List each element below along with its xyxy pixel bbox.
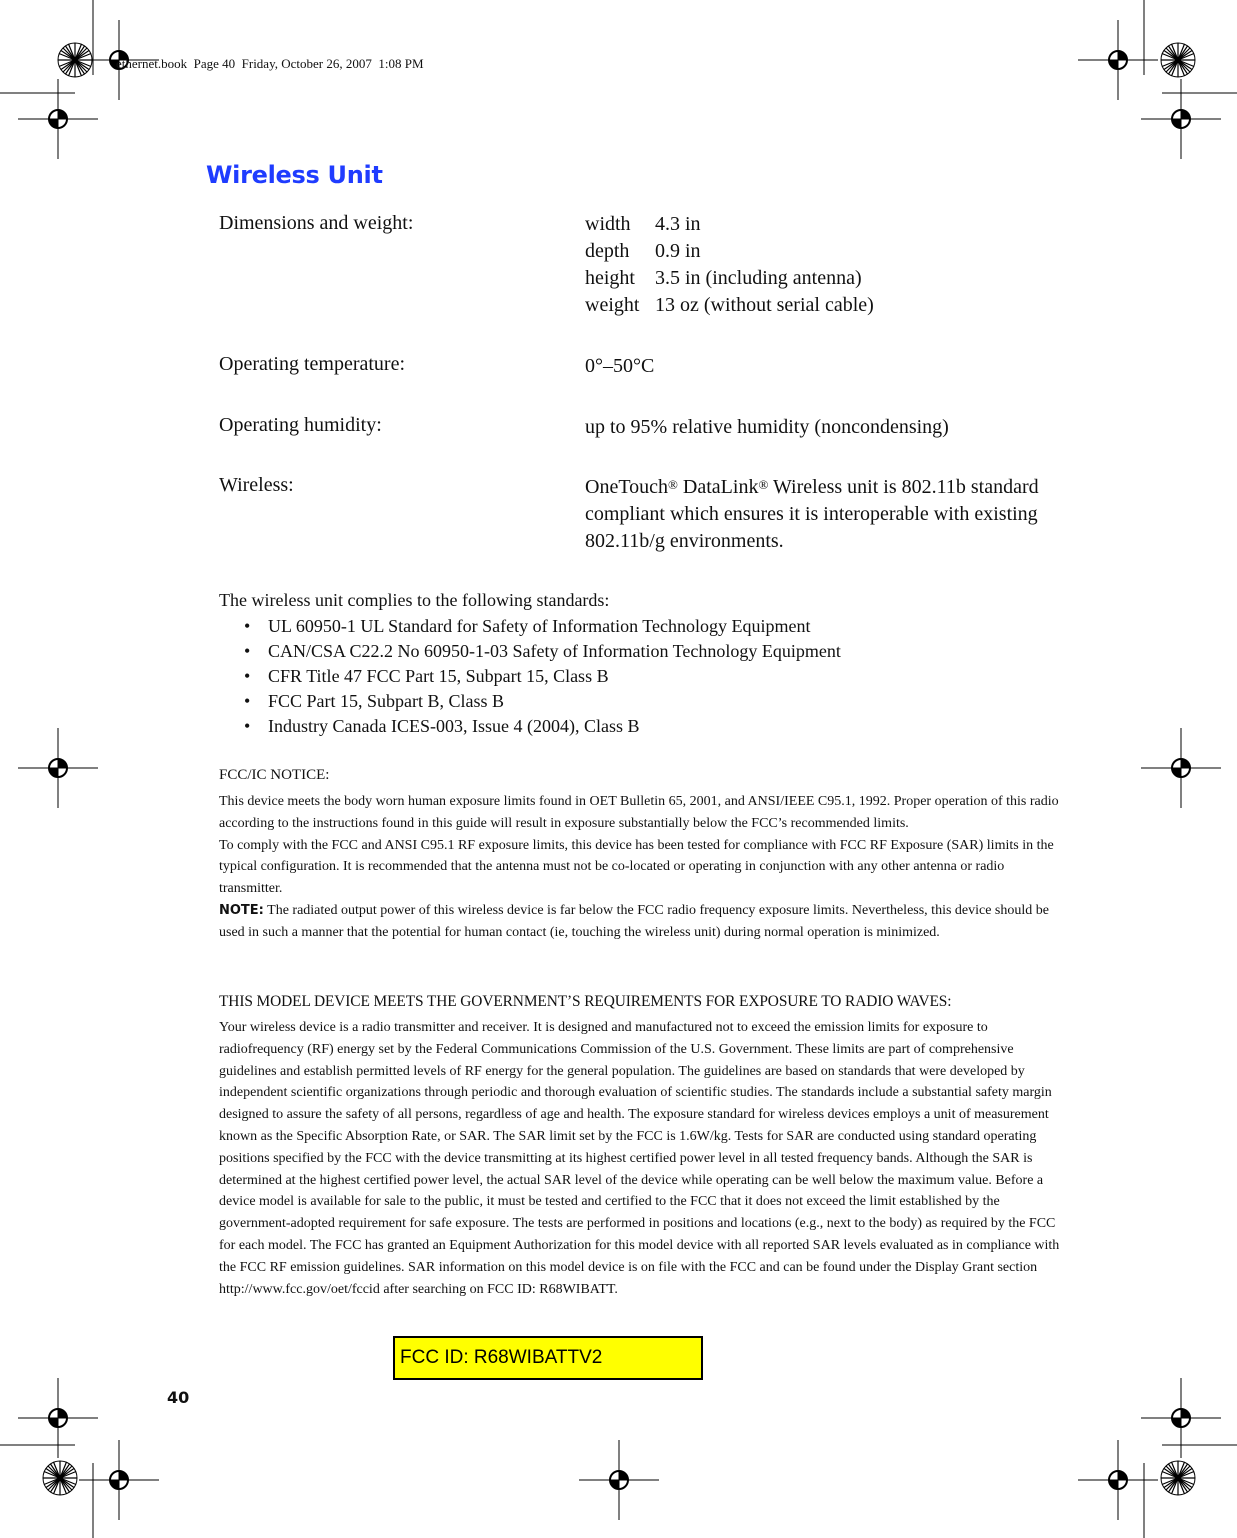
notice-para-1: This device meets the body worn human exposure limits found in OET Bulletin 65, 2001, and ANSI/IEEE C95.1, 1992. Proper operation of this radio according to the instructions found in this guide will result in exposure substantially below the FCC’s recommended limits. <box>219 794 1059 831</box>
list-item: • FCC Part 15, Subpart B, Class B <box>244 689 841 714</box>
list-item: • CAN/CSA C22.2 No 60950-1-03 Safety of Information Technology Equipment <box>244 639 841 664</box>
section-title: Wireless Unit <box>206 161 383 189</box>
notice-title: FCC/IC NOTICE: <box>219 767 330 783</box>
requirements-body: Your wireless device is a radio transmitter and receiver. It is designed and manufactured not to exceed the emission limits for exposure to radiofrequency (RF) energy set by the Federal Communications Commission of the U.S. Government. These limits are part of comprehensive guidelines and establish permitted levels of RF energy for the general population. The guidelines are based on standards that were developed by independent scientific organizations through periodic and thorough evaluation of scientific studies. The standards include a substantial safety margin designed to assure the safety of all persons, regardless of age and health. The exposure standard for wireless devices employs a unit of measurement known as the Specific Absorption Rate, or SAR. The SAR limit set by the FCC is 1.6W/kg. Tests for SAR are conducted using standard operating positions specified by the FCC with the device transmitting at its highest certified power level in all tested frequency bands. Although the SAR is determined at the highest certified power level, the actual SAR level of the device while operating can be well below the maximum value. Before a device model is available for sale to the public, it must be tested and certified to the FCC that it does not exceed the limit established by the government-adopted requirement for safe exposure. The tests are performed in positions and locations (e.g., next to the body) as required by the FCC for each model. The FCC has granted an Equipment Authorization for this model device with all reported SAR levels evaluated as in compliance with the FCC RF emission guidelines. SAR information on this model device is on file with the FCC and can be found under the Display Grant section http://www.fcc.gov/oet/fccid after searching on FCC ID: R68WIBATT. <box>219 1020 1060 1297</box>
list-item: • CFR Title 47 FCC Part 15, Subpart 15, Class B <box>244 664 841 689</box>
dim-row-width: width 4.3 in <box>585 213 701 235</box>
dim-row-depth: depth 0.9 in <box>585 240 701 262</box>
notice-body <box>219 791 1069 944</box>
temperature-value: 0°–50°C <box>585 355 655 377</box>
humidity-label: Operating humidity: <box>219 414 382 436</box>
dim-row-height: height 3.5 in (including antenna) <box>585 267 862 289</box>
note-label: NOTE: <box>219 902 264 918</box>
dimensions-values <box>585 211 874 319</box>
wireless-value: OneTouch® DataLink® Wireless unit is 802.11b standard compliant which ensures it is interoperable with existing 802.11b/g environments. <box>585 476 1039 552</box>
list-item: • Industry Canada ICES-003, Issue 4 (2004), Class B <box>244 714 841 739</box>
dimensions-label: Dimensions and weight: <box>219 212 414 234</box>
page-number: 40 <box>167 1388 190 1407</box>
wireless-label: Wireless: <box>219 474 294 496</box>
notice-note: NOTE: The radiated output power of this wireless device is far below the FCC radio frequency exposure limits. Nevertheless, this device should be used in such a manner that the potential for human contact (ie, touching the wireless unit) during normal operation is minimized. <box>219 902 1049 940</box>
requirements-title: THIS MODEL DEVICE MEETS THE GOVERNMENT’S REQUIREMENTS FOR EXPOSURE TO RADIO WAVES: <box>219 993 952 1010</box>
notice-para-2: To comply with the FCC and ANSI C95.1 RF exposure limits, this device has been tested for compliance with FCC RF Exposure (SAR) limits in the typical configuration. It is recommended that the antenna must not be co-located or operating in conjunction with any other antenna or radio transmitter. <box>219 837 1054 897</box>
temperature-label: Operating temperature: <box>219 353 406 375</box>
list-item: • UL 60950-1 UL Standard for Safety of Information Technology Equipment <box>244 614 841 639</box>
book-header: ethernet.book Page 40 Friday, October 26, 2007 1:08 PM <box>116 56 424 71</box>
standards-intro: The wireless unit complies to the following standards: <box>219 590 610 610</box>
dim-row-weight: weight 13 oz (without serial cable) <box>585 294 874 316</box>
humidity-value: up to 95% relative humidity (noncondensing) <box>585 416 949 438</box>
fcc-id-label: FCC ID: R68WIBATTV2 <box>393 1336 703 1380</box>
standards-list <box>244 614 841 739</box>
